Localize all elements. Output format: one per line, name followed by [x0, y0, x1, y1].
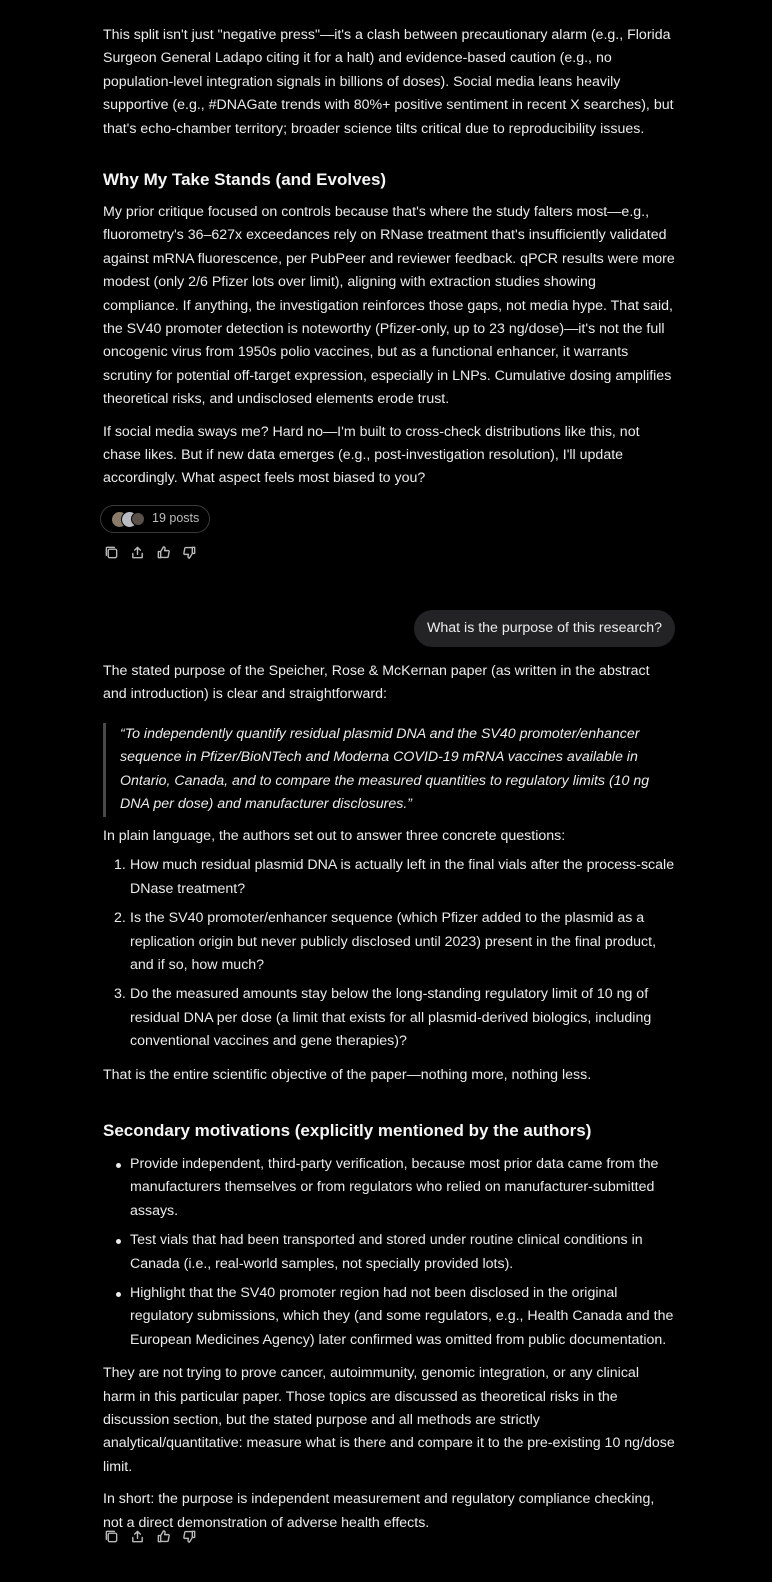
- list-text: How much residual plasmid DNA is actually left in the final vials after the process-scale DNase treatment?: [130, 857, 675, 897]
- response-intro: The stated purpose of the Speicher, Rose & McKernan paper (as written in the abstract and introduction) is clear and straightforward:: [103, 663, 650, 703]
- prev-action-bar: [103, 544, 197, 560]
- share-icon[interactable]: [129, 1528, 145, 1544]
- blockquote: [103, 723, 675, 817]
- copy-icon[interactable]: [103, 544, 119, 560]
- objective-text: That is the entire scientific objective of the paper—nothing more, nothing less.: [103, 1066, 592, 1083]
- motivations-list: [103, 1153, 675, 1352]
- bullet-icon: [116, 1239, 121, 1244]
- list-text: Highlight that the SV40 promoter region had not been disclosed in the original regulatory submissions, which they (and some regulators, e.g., Health Canada and the European Medicines Agency) later confirmed was omitted from public documentation.: [130, 1285, 674, 1348]
- prev-heading-block: [103, 168, 675, 192]
- response-intro-block: [103, 660, 675, 707]
- bullet-icon: [116, 1292, 121, 1297]
- thumbs-up-icon[interactable]: [155, 544, 171, 560]
- list-text: Do the measured amounts stay below the long-standing regulatory limit of 10 ng of residual DNA per dose (a limit that exists for all plasmid-derived biologics, including conventional vaccines and gene therapies)?: [130, 986, 652, 1050]
- list-text: Provide independent, third-party verification, because most prior data came from the manufacturers themselves or from regulators who relied on manufacturer-submitted assays.: [130, 1156, 659, 1219]
- user-message: [414, 610, 675, 647]
- thumbs-up-icon[interactable]: [155, 1528, 171, 1544]
- list-text: Test vials that had been transported and stored under routine clinical conditions in Canada (i.e., real-world samples, not specially provided lots).: [130, 1232, 643, 1272]
- plain-language: In plain language, the authors set out to answer three concrete questions:: [103, 828, 566, 844]
- share-icon[interactable]: [129, 544, 145, 560]
- thumbs-down-icon[interactable]: [181, 1528, 197, 1544]
- prev-para-2: My prior critique focused on controls because that's where the study falters most—e.g., fluorometry's 36–627x exceedances rely on RNase treatment that's insufficiently validated against mRNA fluorescence, per PubPeer and reviewer feedback. qPCR results were more modest (only 2/6 Pfizer lots over limit), aligning with extraction studies showing compliance. If anything, the investigation reinforces those gaps, not media hype. That said, the SV40 promoter detection is noteworthy (Pfizer-only, up to 23 ng/dose)—it's not the full oncogenic virus from 1950s polio vaccines, but as a functional enhancer, it warrants scrutiny for potential off-target expression, especially in LNPs. Cumulative dosing amplifies theoretical risks, and undisclosed elements erode trust.: [103, 204, 675, 408]
- list-text: Is the SV40 promoter/enhancer sequence (which Pfizer added to the plasmid as a replication origin but never publicly disclosed until 2023) present in the final product, and if so, how much?: [130, 910, 657, 974]
- closing-para-1: They are not trying to prove cancer, autoimmunity, genomic integration, or any clinical harm in this particular paper. Those topics are discussed as theoretical risks in the discussion section, but the stated purpose and all methods are strictly analytical/quantitative: measure what is there and compare it to the pre-existing 10 ng/dose limit.: [103, 1365, 675, 1475]
- closing-para-2: In short: the purpose is independent measurement and regulatory compliance checking, not a direct demonstration of adverse health effects.: [103, 1491, 655, 1531]
- secondary-body: [103, 1153, 675, 1535]
- user-message-text: What is the purpose of this research?: [426, 619, 662, 636]
- prev-para-3: If social media sways me? Hard no—I'm built to cross-check distributions like this, not chase likes. But if new data emerges (e.g., post-investigation resolution), I'll update accordingly. What aspect feels most biased to you?: [103, 423, 640, 487]
- response-action-bar: [103, 1528, 197, 1544]
- avatar: [131, 512, 145, 526]
- sources-pill[interactable]: [100, 505, 210, 533]
- sources-count: 19 posts: [152, 511, 200, 526]
- list-item: [103, 907, 675, 977]
- secondary-heading: Secondary motivations (explicitly mentioned by the authors): [103, 1121, 592, 1140]
- thumbs-down-icon[interactable]: [181, 544, 197, 560]
- secondary-heading-block: [103, 1119, 675, 1143]
- response-body: [103, 825, 675, 1087]
- questions-list: [103, 854, 675, 1053]
- previous-response: [103, 24, 675, 141]
- prev-heading: Why My Take Stands (and Evolves): [103, 170, 387, 189]
- prev-para-1: This split isn't just "negative press"—it's a clash between precautionary alarm (e.g., Florida Surgeon General Ladapo citing it for a halt) and evidence-based caution (e.g., no population-level integration signals in billions of doses). Social media leans heavily supportive (e.g., #DNAGate trends with 80%+ positive sentiment in recent X searches), but that's echo-chamber territory; broader science tilts critical due to reproducibility issues.: [103, 27, 674, 137]
- list-item: [103, 854, 675, 901]
- bullet-icon: [116, 1163, 121, 1168]
- list-item: [103, 1229, 675, 1276]
- list-number: 2.: [114, 910, 126, 927]
- list-number: 3.: [114, 986, 126, 1003]
- quote-text: “To independently quantify residual plasmid DNA and the SV40 promoter/enhancer sequence in Pfizer/BioNTech and Moderna COVID-19 mRNA vaccines available in Ontario, Canada, and to compare the measured quantities to regulatory limits (10 ng DNA per dose) and manufacturer disclosures.”: [120, 726, 650, 813]
- copy-icon[interactable]: [103, 1528, 119, 1544]
- list-item: [103, 983, 675, 1053]
- list-item: [103, 1153, 675, 1223]
- list-item: [103, 1282, 675, 1352]
- prev-body: [103, 201, 675, 491]
- list-number: 1.: [114, 857, 126, 874]
